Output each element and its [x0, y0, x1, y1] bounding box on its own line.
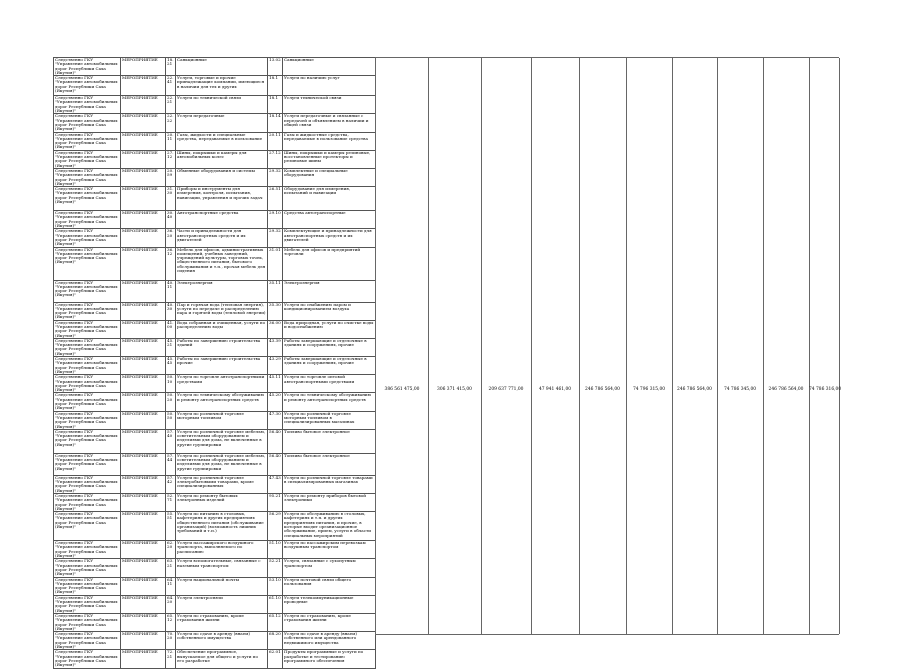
org-cell: Следственно ГКУ "Управление автомобильных дорог Республики Саха (Якутия)" [54, 96, 121, 114]
summary-column [626, 58, 673, 634]
code-cell: 50.50 [166, 411, 176, 429]
event-cell: МЕРОПРИЯТИЕ [121, 541, 166, 559]
table-row [54, 357, 376, 375]
event-cell: МЕРОПРИЯТИЕ [121, 150, 166, 168]
table-row [54, 132, 376, 150]
event-cell: МЕРОПРИЯТИЕ [121, 76, 166, 96]
description-cell: Автотранспортные средства [176, 211, 268, 229]
org-cell: Следственно ГКУ "Управление автомобильных дорог Республики Саха (Якутия)" [54, 632, 121, 650]
description-cell: Продукты программные и услуги по разработке и тестированию программного обеспечения [283, 650, 376, 668]
code-cell: 13.02 [268, 58, 283, 76]
description-cell: Услуги по торговле автотранспортными средствами [176, 375, 268, 393]
description-cell: Санкционные [176, 58, 268, 76]
summary-column [481, 58, 532, 634]
org-cell: Следственно ГКУ "Управление автомобильных дорог Республики Саха (Якутия)" [54, 114, 121, 132]
code-cell: 40.11 [166, 280, 176, 302]
org-cell: Следственно ГКУ "Управление автомобильных дорог Республики Саха (Якутия)" [54, 187, 121, 211]
summary-amount: 246 786 564,00 [768, 387, 804, 392]
code-cell: 62.01 [268, 650, 283, 668]
description-cell: Топливо бытовое электронное [283, 453, 376, 475]
description-cell: Услуги по ремонту приборов бытовой электроники [283, 494, 376, 512]
description-cell: Санкционные [283, 58, 376, 76]
event-cell: МЕРОПРИЯТИЕ [121, 453, 166, 475]
org-cell: Следственно ГКУ "Управление автомобильных дорог Республики Саха (Якутия)" [54, 150, 121, 168]
summary-amount: 386 561 475,00 [384, 387, 420, 392]
code-cell: 30.40 [166, 211, 176, 229]
code-cell: 72.21 [166, 650, 176, 668]
description-cell: Работы завершающие и отделочные в зданиях и сооружениях, прочие [283, 338, 376, 356]
code-cell: 45.20 [268, 393, 283, 411]
description-cell: Вода природная, услуги по очистке воды и водоснабжению [283, 320, 376, 338]
code-cell: 18.1 [268, 96, 283, 114]
event-cell: МЕРОПРИЯТИЕ [121, 302, 166, 320]
description-cell: Приборы и инструменты для измерения, контроля, испытания, навигации, управления и прочих задач [176, 187, 268, 211]
description-cell: Услуги по технической связи [176, 96, 268, 114]
event-cell: МЕРОПРИЯТИЕ [121, 132, 166, 150]
code-cell: 20.59 [166, 168, 176, 186]
summary-amount: 74 786 316,00 [809, 387, 842, 392]
summary-amount: 306 371 415,00 [437, 387, 472, 392]
description-cell: Услуги по пассажирским перевозкам воздушным транспортом [283, 541, 376, 559]
org-cell: Следственно ГКУ "Управление автомобильных дорог Республики Саха (Якутия)" [54, 429, 121, 453]
code-cell: 52.71 [166, 494, 176, 512]
description-cell: Оборудование для измерения, испытаний и навигации [283, 187, 376, 211]
org-cell: Следственно ГКУ "Управление автомобильных дорог Республики Саха (Якутия)" [54, 247, 121, 280]
code-cell: 56.40 [268, 429, 283, 453]
table-row [54, 229, 376, 247]
org-cell: Следственно ГКУ "Управление автомобильных дорог Республики Саха (Якутия)" [54, 613, 121, 631]
table-row [54, 320, 376, 338]
org-cell: Следственно ГКУ "Управление автомобильных дорог Республики Саха (Якутия)" [54, 280, 121, 302]
event-cell: МЕРОПРИЯТИЕ [121, 577, 166, 595]
code-cell: 45.11 [268, 375, 283, 393]
description-cell: Услуги по страхованию, кроме страхования жизни [283, 613, 376, 631]
code-cell: 22.21 [166, 96, 176, 114]
table-row [54, 429, 376, 453]
summary-column [376, 58, 429, 634]
description-cell: Работы по завершению строительства прочие [176, 357, 268, 375]
event-cell: МЕРОПРИЯТИЕ [121, 187, 166, 211]
org-cell: Следственно ГКУ "Управление автомобильных дорог Республики Саха (Якутия)" [54, 559, 121, 577]
description-cell: Услуги по розничной торговле мебелью, осветительным оборудованием и изделиями для дома, не включенные в другие группировки [176, 453, 268, 475]
description-cell: Услуги по питанию в столовых, кафетериях и других предприятиях общественного питания (обслуживание организаций) (возможность лишних требований и т.п.) [176, 512, 268, 541]
event-cell: МЕРОПРИЯТИЕ [121, 247, 166, 280]
code-cell: 57.44 [166, 453, 176, 475]
org-cell: Следственно ГКУ "Управление автомобильных дорог Республики Саха (Якутия)" [54, 211, 121, 229]
code-cell: 31.30 [166, 187, 176, 211]
event-cell: МЕРОПРИЯТИЕ [121, 429, 166, 453]
code-cell: 22.41 [166, 76, 176, 96]
org-cell: Следственно ГКУ "Управление автомобильных дорог Республики Саха (Якутия)" [54, 494, 121, 512]
summary-column [809, 58, 840, 634]
purchase-detail-table [53, 57, 376, 669]
org-cell: Следственно ГКУ "Управление автомобильных дорог Республики Саха (Якутия)" [54, 132, 121, 150]
description-cell: Пар и горячая вода (тепловая энергия), услуги по передаче и распределению пара и горячей воды (тепловой энергии) [176, 302, 268, 320]
code-cell: 57.42 [166, 475, 176, 493]
summary-amount: 74 786 345,00 [723, 387, 757, 392]
table-row [54, 475, 376, 493]
code-cell: 45.21 [166, 338, 176, 356]
description-cell: Услуги почтовой связи общего пользования [283, 577, 376, 595]
description-cell: Услуги по розничной торговле моторным топливом в специализированных магазинах [283, 411, 376, 429]
table-row [54, 375, 376, 393]
description-cell: Услуги по страхованию, кроме страхования жизни [176, 613, 268, 631]
description-cell: Услуги по розничной торговле товарами в специализированных магазинах [283, 475, 376, 493]
code-cell: 36.00 [268, 320, 283, 338]
table-row [54, 302, 376, 320]
description-cell: Услуги, связанные с сухопутным транспортом [283, 559, 376, 577]
code-cell: 62.20 [166, 541, 176, 559]
table-row [54, 76, 376, 96]
code-cell: 63.21 [166, 559, 176, 577]
table-row [54, 211, 376, 229]
description-cell: Газы, жидкости и специальные средства, передаваемые в пользование [176, 132, 268, 150]
table-row [54, 453, 376, 475]
org-cell: Следственно ГКУ "Управление автомобильных дорог Республики Саха (Якутия)" [54, 357, 121, 375]
summary-amount: 246 786 564,00 [585, 387, 620, 392]
description-cell: Шины, покрышки и камеры для автомобильных колес [176, 150, 268, 168]
event-cell: МЕРОПРИЯТИЕ [121, 211, 166, 229]
event-cell: МЕРОПРИЯТИЕ [121, 58, 166, 76]
table-row [54, 58, 376, 76]
code-cell: 47.43 [268, 475, 283, 493]
description-cell: Услуги по техническому обслуживанию и ремонту автотранспортных средств [283, 393, 376, 411]
description-cell: Услуги по техническому обслуживанию и ремонту автотранспортных средств [176, 393, 268, 411]
summary-column [763, 58, 810, 634]
description-cell: Услуги вспомогательные, связанные с наземным транспортом [176, 559, 268, 577]
org-cell: Следственно ГКУ "Управление автомобильных дорог Республики Саха (Якутия)" [54, 475, 121, 493]
event-cell: МЕРОПРИЯТИЕ [121, 512, 166, 541]
description-cell: Услуги передаточные [176, 114, 268, 132]
code-cell: 22.22 [166, 114, 176, 132]
code-cell: 57.40 [166, 429, 176, 453]
summary-amount: 246 786 564,00 [677, 387, 712, 392]
table-row [54, 613, 376, 631]
description-cell: Газы и жидкостные средства, передаваемые в пользование средства [283, 132, 376, 150]
code-cell: 65.12 [268, 613, 283, 631]
description-cell: Услуги пассажирского воздушного транспорта, выполняемого по расписанию [176, 541, 268, 559]
code-cell: 35.11 [268, 280, 283, 302]
description-cell: Услуги, торговые и прочие принадлежащие компании, имеющиеся в наличии для тех и других [176, 76, 268, 96]
code-cell: 36.20 [166, 229, 176, 247]
description-cell: Шины, покрышки и камеры резиновые, восстановленные протекторы и резиновые шины [283, 150, 376, 168]
code-cell: 53.10 [268, 577, 283, 595]
event-cell: МЕРОПРИЯТИЕ [121, 411, 166, 429]
summary-column [717, 58, 764, 634]
summary-column [579, 58, 627, 634]
code-cell: 18.21 [166, 58, 176, 76]
event-cell: МЕРОПРИЯТИЕ [121, 613, 166, 631]
summary-column [428, 58, 482, 634]
table-row [54, 114, 376, 132]
table-row [54, 247, 376, 280]
table-row [54, 512, 376, 541]
event-cell: МЕРОПРИЯТИЕ [121, 229, 166, 247]
description-cell: Комплектующие и принадлежности для автотранспортных средств и их двигателей [283, 229, 376, 247]
code-cell: 65.12 [166, 613, 176, 631]
code-cell: 55.51 [166, 512, 176, 541]
table-row [54, 187, 376, 211]
org-cell: Следственно ГКУ "Управление автомобильных дорог Республики Саха (Якутия)" [54, 76, 121, 96]
code-cell: 36.12 [166, 247, 176, 280]
org-cell: Следственно ГКУ "Управление автомобильных дорог Республики Саха (Якутия)" [54, 650, 121, 668]
summary-amount: 74 796 315,00 [632, 387, 666, 392]
org-cell: Следственно ГКУ "Управление автомобильных дорог Республики Саха (Якутия)" [54, 541, 121, 559]
event-cell: МЕРОПРИЯТИЕ [121, 632, 166, 650]
description-cell: Услуги по розничной торговле моторным топливом [176, 411, 268, 429]
code-cell: 20.11 [268, 132, 283, 150]
table-row [54, 150, 376, 168]
code-cell: 64.20 [166, 595, 176, 613]
description-cell: Услуги по сдаче в аренду (внаем) собственного или арендованного недвижимого имущества [283, 632, 376, 650]
description-cell: Услуги по торговле оптовой автотранспортными средствами [283, 375, 376, 393]
description-cell: Мебель для офисов, административных помещений, учебных заведений, учреждений культуры, торговых точек, общественного питания, бытового обслуживания и т.п., прочая мебель для сидения [176, 247, 268, 280]
org-cell: Следственно ГКУ "Управление автомобильных дорог Республики Саха (Якутия)" [54, 577, 121, 595]
code-cell: 18.1 [268, 76, 283, 96]
event-cell: МЕРОПРИЯТИЕ [121, 595, 166, 613]
event-cell: МЕРОПРИЯТИЕ [121, 114, 166, 132]
org-cell: Следственно ГКУ "Управление автомобильных дорог Республики Саха (Якутия)" [54, 302, 121, 320]
event-cell: МЕРОПРИЯТИЕ [121, 650, 166, 668]
summary-column [672, 58, 718, 634]
org-cell: Следственно ГКУ "Управление автомобильных дорог Республики Саха (Якутия)" [54, 453, 121, 475]
org-cell: Следственно ГКУ "Управление автомобильных дорог Республики Саха (Якутия)" [54, 229, 121, 247]
org-cell: Следственно ГКУ "Управление автомобильных дорог Республики Саха (Якутия)" [54, 168, 121, 186]
table-row [54, 541, 376, 559]
description-cell: Услуги технической связи [283, 96, 376, 114]
event-cell: МЕРОПРИЯТИЕ [121, 320, 166, 338]
org-cell: Следственно ГКУ "Управление автомобильных дорог Республики Саха (Якутия)" [54, 320, 121, 338]
description-cell: Комплектные и специальные оборудования [283, 168, 376, 186]
description-cell: Услуги передаточные и связанные с передачей и объявлением в наличии и общей связи [283, 114, 376, 132]
code-cell: 18.14 [268, 114, 283, 132]
event-cell: МЕРОПРИЯТИЕ [121, 357, 166, 375]
code-cell: 52.21 [268, 559, 283, 577]
event-cell: МЕРОПРИЯТИЕ [121, 338, 166, 356]
code-cell: 70.20 [166, 632, 176, 650]
event-cell: МЕРОПРИЯТИЕ [121, 168, 166, 186]
code-cell: 43.39 [268, 338, 283, 356]
code-cell: 27.12 [268, 150, 283, 168]
description-cell: Услуги национальной почты [176, 577, 268, 595]
org-cell: Следственно ГКУ "Управление автомобильных дорог Республики Саха (Якутия)" [54, 375, 121, 393]
code-cell: 50.20 [166, 393, 176, 411]
description-cell: Части и принадлежности для автотранспортных средств и их двигателей [176, 229, 268, 247]
table-row [54, 577, 376, 595]
description-cell: Вода собранная и очищенная, услуги по распределению воды [176, 320, 268, 338]
summary-grid [375, 57, 842, 635]
code-cell: 47.30 [268, 411, 283, 429]
description-cell: Услуги по наличию услуг [283, 76, 376, 96]
event-cell: МЕРОПРИЯТИЕ [121, 96, 166, 114]
description-cell: Услуги по снабжению паром и кондиционированием воздуха [283, 302, 376, 320]
code-cell: 27.12 [166, 150, 176, 168]
org-cell: Следственно ГКУ "Управление автомобильных дорог Республики Саха (Якутия)" [54, 512, 121, 541]
event-cell: МЕРОПРИЯТИЕ [121, 494, 166, 512]
table-row [54, 494, 376, 512]
summary-amount: 209 637 771,00 [488, 387, 524, 392]
code-cell: 29.32 [268, 168, 283, 186]
summary-column [531, 58, 580, 634]
org-cell: Следственно ГКУ "Управление автомобильных дорог Республики Саха (Якутия)" [54, 393, 121, 411]
org-cell: Следственно ГКУ "Управление автомобильных дорог Республики Саха (Якутия)" [54, 338, 121, 356]
description-cell: Мебель для офисов и предприятий торговли [283, 247, 376, 280]
org-cell: Следственно ГКУ "Управление автомобильных дорог Республики Саха (Якутия)" [54, 411, 121, 429]
description-cell: Электроэнергия [283, 280, 376, 302]
description-cell: Услуги по ремонту бытовых электронных изделий [176, 494, 268, 512]
event-cell: МЕРОПРИЯТИЕ [121, 280, 166, 302]
code-cell: 61.10 [268, 595, 283, 613]
code-cell: 41.00 [166, 320, 176, 338]
event-cell: МЕРОПРИЯТИЕ [121, 559, 166, 577]
code-cell: 50.10 [166, 375, 176, 393]
code-cell: 40.30 [166, 302, 176, 320]
table-row [54, 393, 376, 411]
table-row [54, 96, 376, 114]
table-row [54, 338, 376, 356]
code-cell: 95.21 [268, 494, 283, 512]
description-cell: Услуги телекоммуникационные проводные [283, 595, 376, 613]
event-cell: МЕРОПРИЯТИЕ [121, 393, 166, 411]
table-row [54, 632, 376, 650]
org-cell: Следственно ГКУ "Управление автомобильных дорог Республики Саха (Якутия)" [54, 58, 121, 76]
description-cell: Топливо бытовое электронное [283, 429, 376, 453]
code-cell: 26.51 [268, 187, 283, 211]
summary-amount: 47 941 461,00 [538, 387, 572, 392]
table-row [54, 280, 376, 302]
code-cell: 29.32 [268, 229, 283, 247]
table-row [54, 595, 376, 613]
code-cell: 56.29 [268, 512, 283, 541]
event-cell: МЕРОПРИЯТИЕ [121, 375, 166, 393]
code-cell: 35.30 [268, 302, 283, 320]
code-cell: 56.40 [268, 453, 283, 475]
description-cell: Услуги по розничной торговле мебелью, осветительным оборудованием и изделиями для дома, не включенные в другие группировки [176, 429, 268, 453]
code-cell: 20.11 [166, 132, 176, 150]
code-cell: 43.29 [268, 357, 283, 375]
description-cell: Электроэнергия [176, 280, 268, 302]
description-cell: Обеспечение программное, выпускаемое для общего и услуги по его разработке [176, 650, 268, 668]
description-cell: Обменные оборудования и системы [176, 168, 268, 186]
description-cell: Услуги по обслуживанию в столовых, кафетериях и т.п. и других предприятиях питания, и прочие, в которые входит организационное обслуживание, прием, услуги в области специальных мероприятий [283, 512, 376, 541]
code-cell: 51.10 [268, 541, 283, 559]
description-cell: Работы завершающие и отделочные в зданиях и сооружениях, прочие [283, 357, 376, 375]
code-cell: 31.01 [268, 247, 283, 280]
table-row [54, 168, 376, 186]
code-cell: 64.11 [166, 577, 176, 595]
code-cell: 68.20 [268, 632, 283, 650]
table-row [54, 559, 376, 577]
description-cell: Услуги по сдаче в аренду (внаем) собственного имущества [176, 632, 268, 650]
table-row [54, 411, 376, 429]
description-cell: Работы по завершению строительства зданий [176, 338, 268, 356]
event-cell: МЕРОПРИЯТИЕ [121, 475, 166, 493]
description-cell: Услуги электросвязи [176, 595, 268, 613]
description-cell: Услуги по розничной торговле электробытовыми товарами, кроме специализированных [176, 475, 268, 493]
table-row [54, 650, 376, 668]
code-cell: 45.45 [166, 357, 176, 375]
description-cell: Средства автотранспортные [283, 211, 376, 229]
code-cell: 29.10 [268, 211, 283, 229]
org-cell: Следственно ГКУ "Управление автомобильных дорог Республики Саха (Якутия)" [54, 595, 121, 613]
